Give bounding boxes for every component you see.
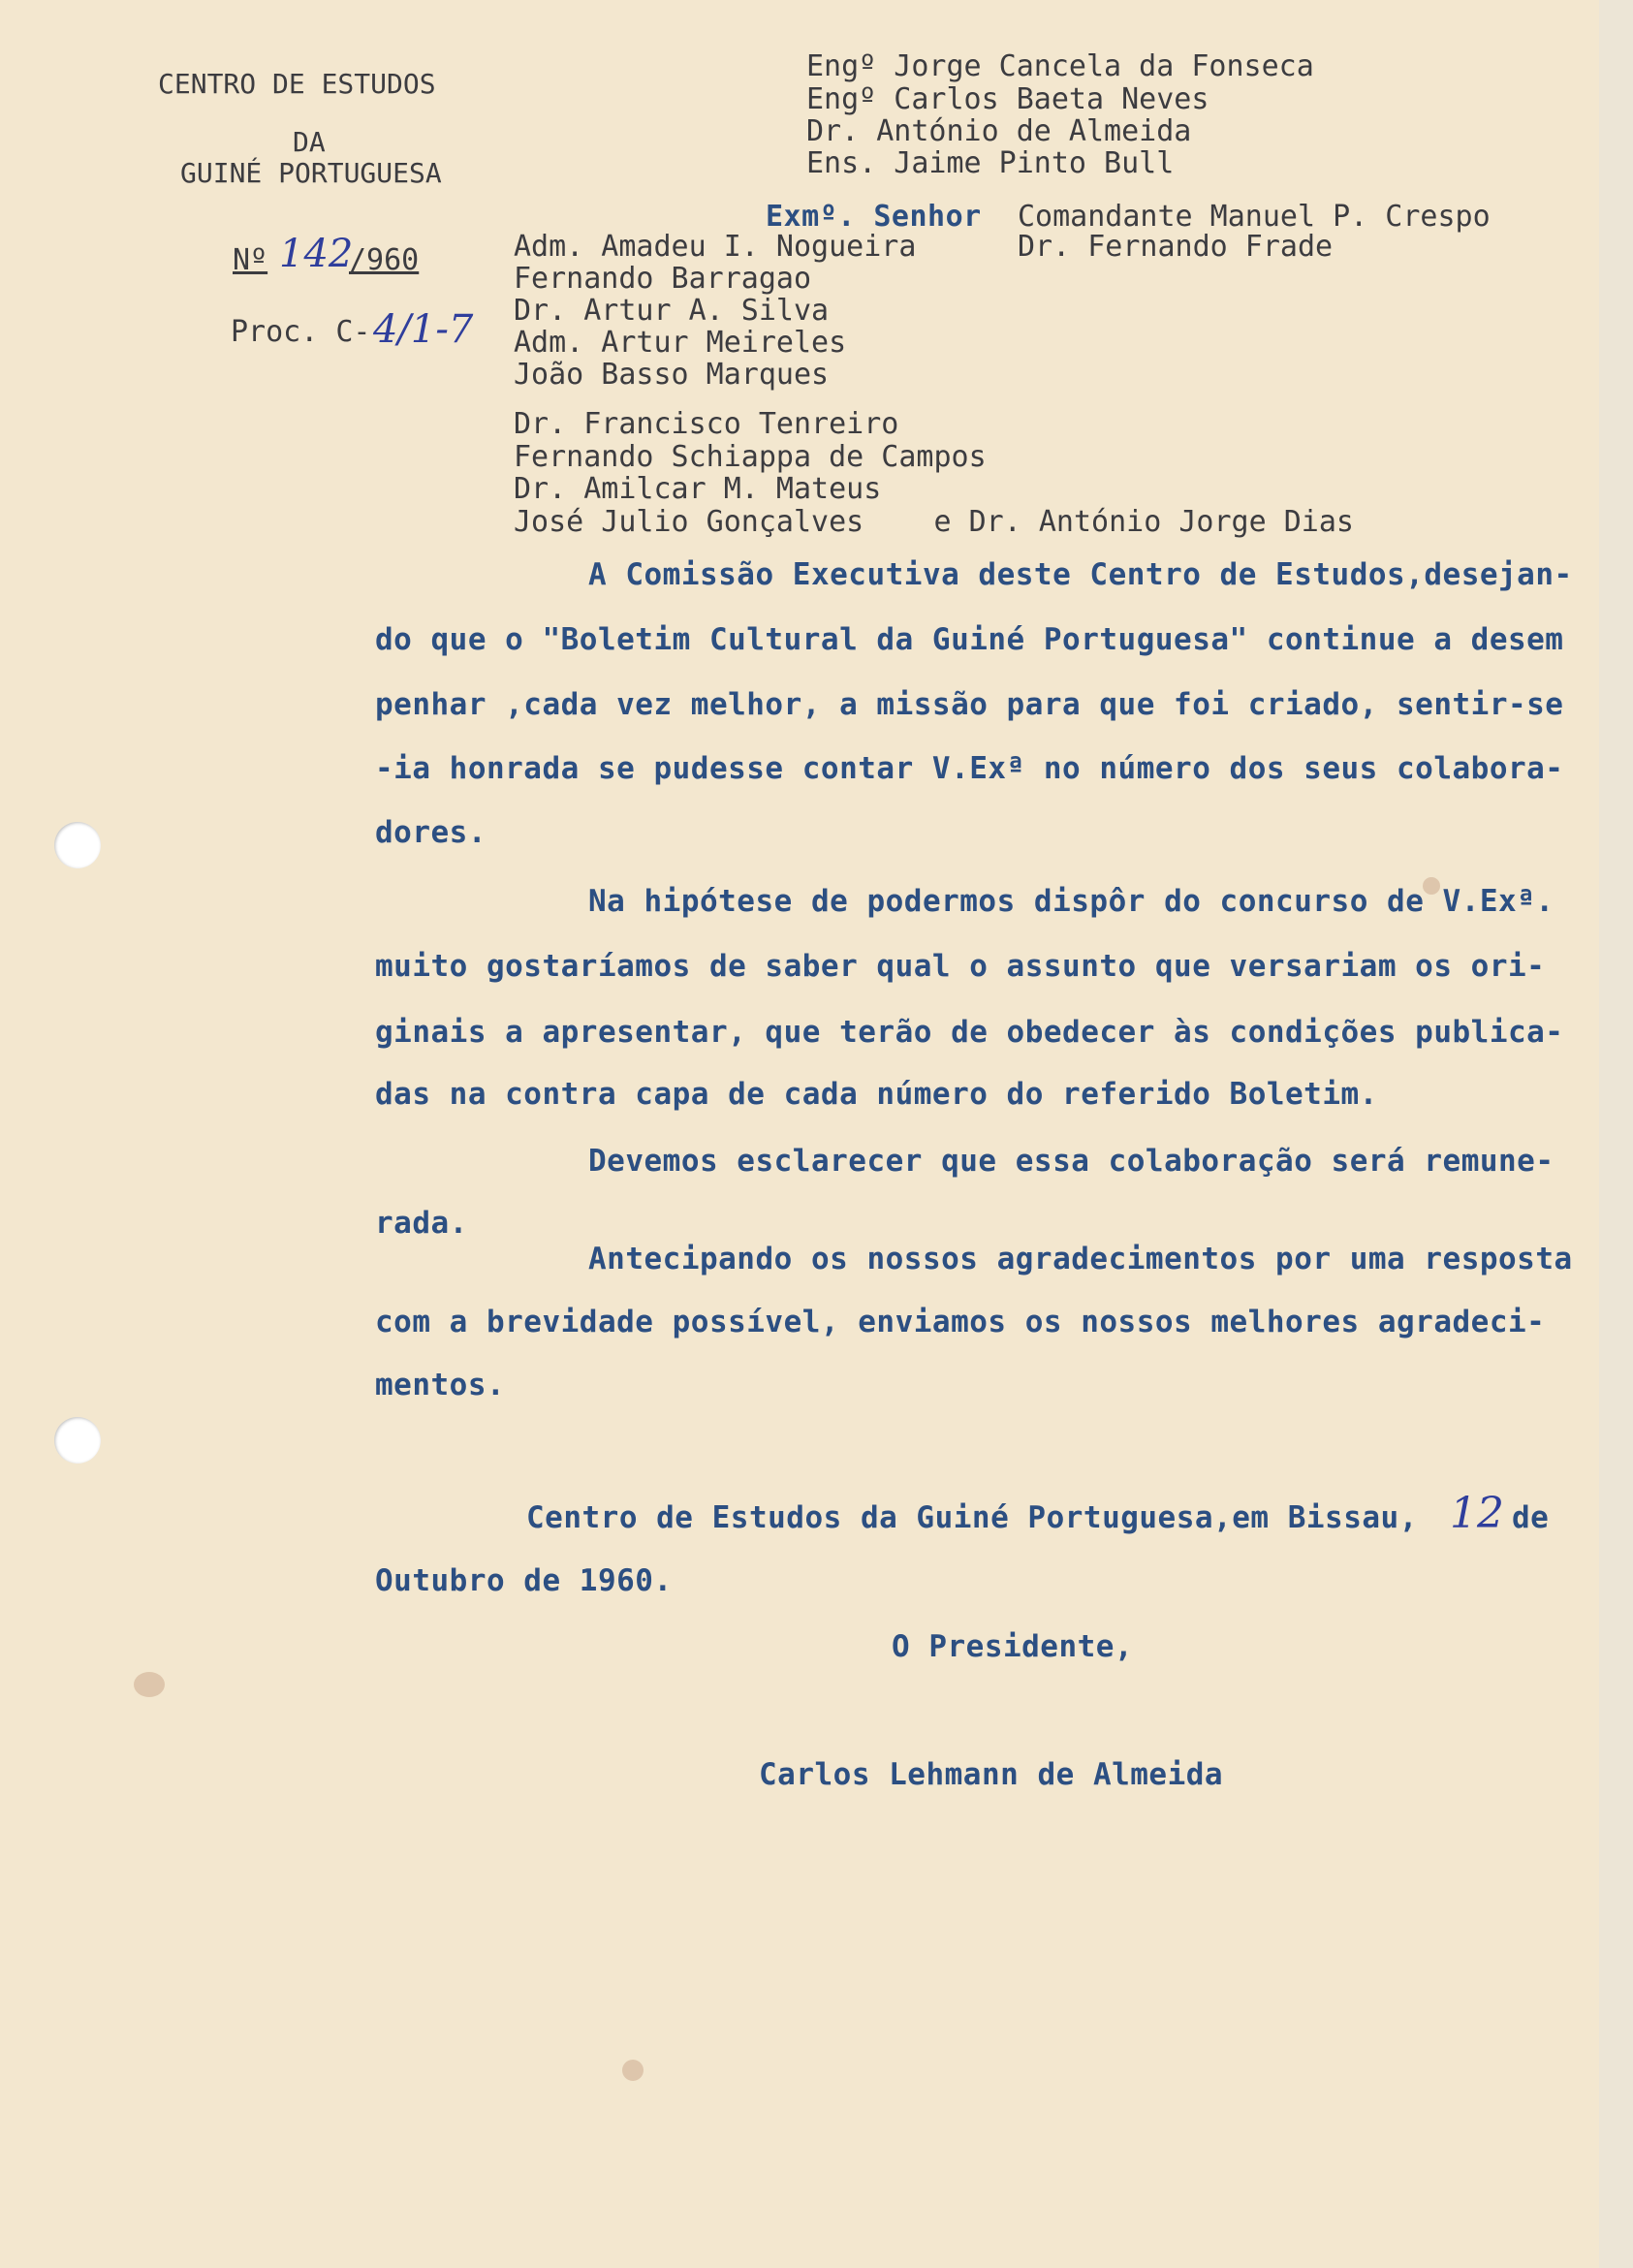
place-line: Centro de Estudos da Guiné Portuguesa,em Bissau, — [526, 1500, 1418, 1535]
recipient: Ens. Jaime Pinto Bull — [806, 146, 1175, 180]
signatory-name: Carlos Lehmann de Almeida — [759, 1757, 1224, 1792]
paragraph-2-line: Na hipótese de podermos dispôr do concurso de V.Exª. — [588, 884, 1554, 919]
recipient: José Julio Gonçalves e Dr. António Jorge Dias — [514, 505, 1354, 539]
page-edge-background — [1599, 0, 1633, 2268]
paragraph-1-line: -ia honrada se pudesse contar V.Exª no número dos seus colabora- — [375, 751, 1564, 786]
recipient: Dr. Fernando Frade — [1018, 230, 1334, 264]
recipient: Dr. António de Almeida — [806, 114, 1192, 148]
recipient: Comandante Manuel P. Crespo — [1018, 200, 1491, 234]
paragraph-3-line: rada. — [375, 1206, 468, 1241]
process-prefix: Proc. C- — [231, 315, 371, 349]
salutation: Exmº. Senhor — [766, 200, 982, 234]
recipient: Dr. Francisco Tenreiro — [514, 407, 899, 441]
punch-hole-top — [54, 822, 101, 868]
reference-handwritten-number: 142 — [279, 232, 354, 276]
date-de: de — [1512, 1500, 1550, 1535]
paragraph-1-line: dores. — [375, 815, 487, 850]
paragraph-4-line: com a brevidade possível, enviamos os nossos melhores agradeci- — [375, 1305, 1546, 1339]
recipient: Fernando Barragao — [514, 262, 812, 296]
recipient: Engº Jorge Cancela da Fonseca — [806, 49, 1314, 83]
recipient: Dr. Amilcar M. Mateus — [514, 472, 882, 506]
paragraph-1-line: do que o "Boletim Cultural da Guiné Portuguesa" continue a desem — [375, 622, 1564, 657]
reference-suffix: /960 — [349, 243, 420, 277]
paragraph-2-line: ginais a apresentar, que terão de obedecer às condições publica- — [375, 1015, 1564, 1050]
paragraph-1-line: penhar ,cada vez melhor, a missão para que foi criado, sentir-se — [375, 687, 1564, 722]
recipient: João Basso Marques — [514, 358, 830, 392]
recipient: Adm. Amadeu I. Nogueira — [514, 230, 917, 264]
recipient: Adm. Artur Meireles — [514, 326, 847, 360]
recipient: Engº Carlos Baeta Neves — [806, 82, 1209, 116]
signature-title: O Presidente, — [892, 1629, 1134, 1664]
paragraph-4-line: mentos. — [375, 1368, 506, 1402]
letterhead-line: GUINÉ PORTUGUESA — [180, 157, 442, 189]
punch-hole-bottom — [54, 1417, 101, 1464]
process-handwritten-code: 4/1-7 — [373, 307, 474, 352]
paragraph-4-line: Antecipando os nossos agradecimentos por uma resposta — [588, 1242, 1573, 1276]
paragraph-2-line: das na contra capa de cada número do referido Boletim. — [375, 1077, 1378, 1112]
recipient: Fernando Schiappa de Campos — [514, 440, 987, 474]
reference-prefix: Nº — [233, 243, 268, 277]
letterhead-line: CENTRO DE ESTUDOS — [158, 68, 436, 100]
paragraph-1-line: A Comissão Executiva deste Centro de Estudos,desejan- — [588, 557, 1573, 592]
recipient: Dr. Artur A. Silva — [514, 294, 830, 328]
stain-spot — [134, 1672, 165, 1697]
handwritten-day: 12 — [1450, 1489, 1504, 1538]
paragraph-2-line: muito gostaríamos de saber qual o assunto que versariam os ori- — [375, 949, 1546, 984]
stain-spot — [622, 2060, 644, 2081]
paragraph-3-line: Devemos esclarecer que essa colaboração será remune- — [588, 1144, 1554, 1179]
letterhead-line: DA — [293, 126, 326, 158]
date-line: Outubro de 1960. — [375, 1563, 673, 1598]
